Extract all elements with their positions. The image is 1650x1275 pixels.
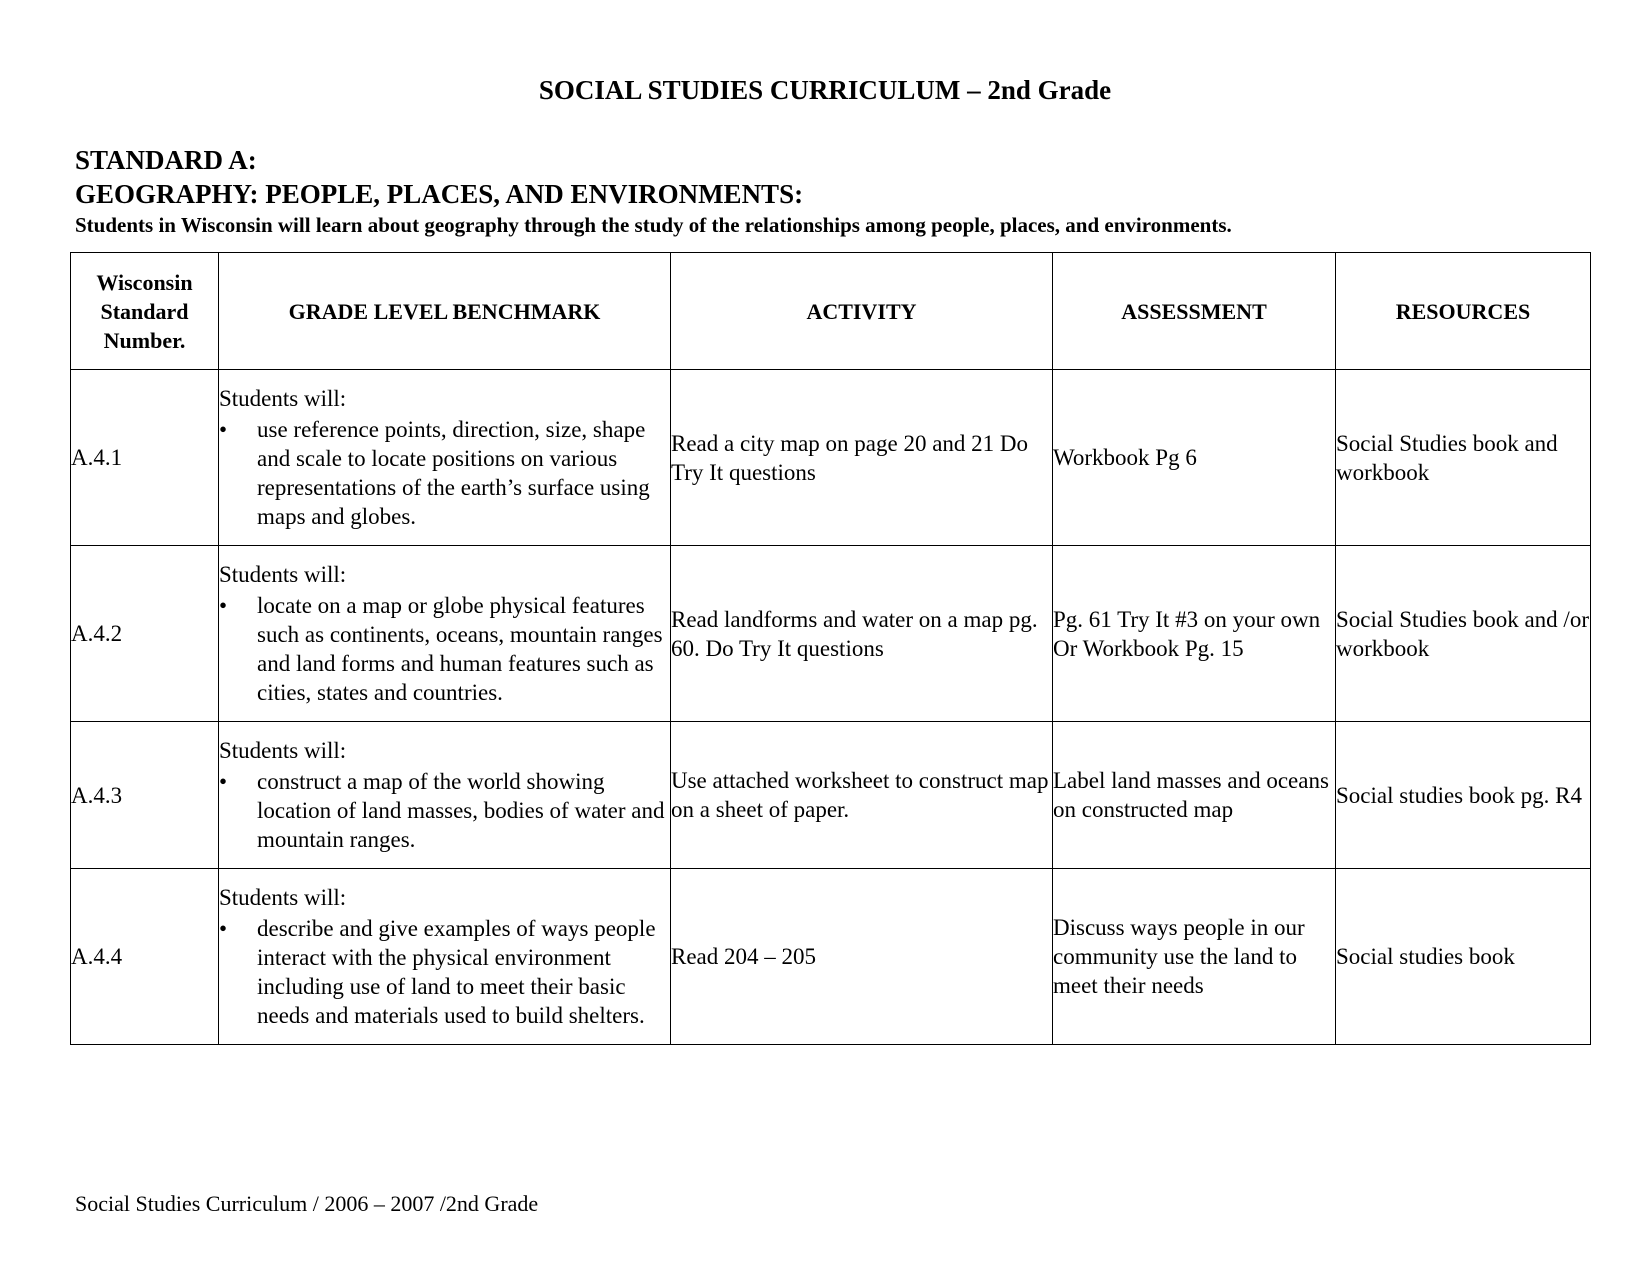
table-row	[71, 370, 1591, 546]
activity-cell: Use attached worksheet to construct map on a sheet of paper.	[671, 722, 1053, 869]
bullet-icon: •	[219, 417, 228, 442]
table-row	[71, 869, 1591, 1045]
benchmark-intro: Students will:	[219, 386, 347, 411]
table-row	[71, 546, 1591, 722]
benchmark-cell	[219, 722, 671, 869]
benchmark-text: use reference points, direction, size, shape and scale to locate positions on various representations of the earth’s surface using maps and globes.	[257, 417, 650, 529]
benchmark-cell	[219, 869, 671, 1045]
standard-description: Students in Wisconsin will learn about geography through the study of the relationships among people, places, and environments.	[75, 213, 1232, 237]
benchmark-list	[219, 415, 670, 531]
benchmark-list	[219, 591, 670, 707]
header-assessment: ASSESSMENT	[1053, 253, 1336, 370]
bullet-icon: •	[219, 769, 228, 794]
benchmark-list	[219, 914, 670, 1030]
assessment-cell: Pg. 61 Try It #3 on your own Or Workbook Pg. 15	[1053, 546, 1336, 722]
standard-number: A.4.3	[71, 722, 219, 869]
benchmark-intro: Students will:	[219, 562, 347, 587]
assessment-cell: Workbook Pg 6	[1053, 370, 1336, 546]
resources-cell: Social studies book pg. R4	[1336, 722, 1591, 869]
benchmark-item	[219, 415, 670, 531]
benchmark-item	[219, 591, 670, 707]
activity-cell: Read a city map on page 20 and 21 Do Try It questions	[671, 370, 1053, 546]
activity-cell: Read 204 – 205	[671, 869, 1053, 1045]
table-header-row	[71, 253, 1591, 370]
resources-cell: Social Studies book and workbook	[1336, 370, 1591, 546]
header-resources: RESOURCES	[1336, 253, 1591, 370]
benchmark-item	[219, 914, 670, 1030]
resources-cell: Social Studies book and /or workbook	[1336, 546, 1591, 722]
table-row	[71, 722, 1591, 869]
header-standard-number: Wisconsin Standard Number.	[71, 253, 219, 370]
assessment-cell: Label land masses and oceans on constructed map	[1053, 722, 1336, 869]
curriculum-table	[70, 252, 1591, 1045]
standard-number: A.4.2	[71, 546, 219, 722]
benchmark-text: describe and give examples of ways people interact with the physical environment including use of land to meet their basic needs and materials used to build shelters.	[257, 916, 656, 1028]
header-activity: ACTIVITY	[671, 253, 1053, 370]
benchmark-cell	[219, 370, 671, 546]
standard-name: GEOGRAPHY: PEOPLE, PLACES, AND ENVIRONMENTS:	[75, 179, 804, 209]
benchmark-intro: Students will:	[219, 885, 347, 910]
page-footer: Social Studies Curriculum / 2006 – 2007 /2nd Grade	[75, 1191, 539, 1216]
resources-cell: Social studies book	[1336, 869, 1591, 1045]
standard-number: A.4.1	[71, 370, 219, 546]
bullet-icon: •	[219, 916, 228, 941]
benchmark-item	[219, 767, 670, 854]
document-title: SOCIAL STUDIES CURRICULUM – 2nd Grade	[538, 75, 1112, 105]
header-benchmark: GRADE LEVEL BENCHMARK	[219, 253, 671, 370]
benchmark-text: construct a map of the world showing location of land masses, bodies of water and mountain ranges.	[257, 769, 665, 852]
bullet-icon: •	[219, 593, 228, 618]
standard-label: STANDARD A:	[75, 145, 257, 175]
standard-number: A.4.4	[71, 869, 219, 1045]
benchmark-list	[219, 767, 670, 854]
benchmark-cell	[219, 546, 671, 722]
benchmark-text: locate on a map or globe physical features such as continents, oceans, mountain ranges and land forms and human features such as cities, states and countries.	[257, 593, 663, 705]
benchmark-intro: Students will:	[219, 738, 347, 763]
assessment-cell: Discuss ways people in our community use the land to meet their needs	[1053, 869, 1336, 1045]
activity-cell: Read landforms and water on a map pg. 60. Do Try It questions	[671, 546, 1053, 722]
